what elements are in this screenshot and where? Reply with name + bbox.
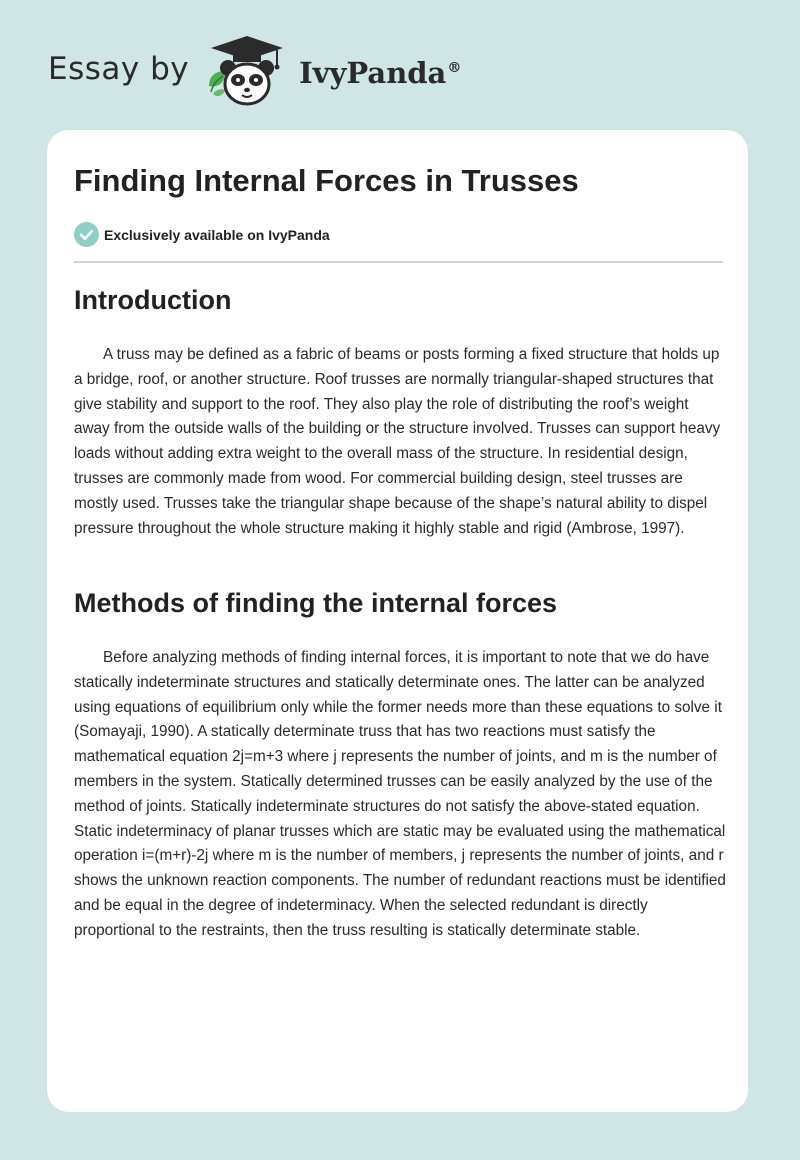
- brand-name[interactable]: IvyPanda®: [299, 56, 462, 90]
- check-circle-icon: [74, 222, 99, 247]
- paragraph-methods: Before analyzing methods of finding internal forces, it is important to note that we do have statically indeterminate structures and statically determinate ones. The latter can be analyzed using equations of equilibrium only while the former needs more than these equations to solve it (Somayaji, 1990). A statically determinate truss that has two reactions must satisfy the mathematical equation 2j=m+3 where j represents the number of joints, and m is the number of members in the system. Statically determined trusses can be easily analyzed by the use of the method of joints. Statically indeterminate structures do not satisfy the above-stated equation. Static indeterminacy of planar trusses which are static may be evaluated using the mathematical operation i=(m+r)-2j where m is the number of members, j represents the number of joints, and r shows the unknown reaction components. The number of redundant reactions must be identified and be equal in the degree of indeterminacy. When the selected redundant is directly proportional to the restraints, then the truss resulting is statically determinate stable.: [74, 649, 726, 939]
- section-heading-methods: Methods of finding the internal forces: [74, 588, 558, 618]
- badge-label: Exclusively available on IvyPanda: [104, 226, 330, 243]
- exclusive-badge: [74, 222, 330, 247]
- site-header: [48, 34, 461, 110]
- paragraph-introduction: A truss may be defined as a fabric of beams or posts forming a fixed structure that holds up a bridge, roof, or another structure. Roof trusses are normally triangular-shaped structures that give stability and support to the roof. They also play the role of distributing the roof’s weight away from the outside walls of the building or the structure involved. Trusses can support heavy loads without adding extra weight to the overall mass of the structure. In residential design, trusses are commonly made from wood. For commercial building design, steel trusses are mostly used. Trusses take the triangular shape because of the shape’s natural ability to dispel pressure throughout the whole structure making it highly stable and rigid (Ambrose, 1997).: [74, 346, 721, 537]
- essay-card: [47, 130, 748, 1112]
- registered-mark: ®: [447, 60, 462, 77]
- page-title: Finding Internal Forces in Trusses: [74, 163, 579, 198]
- section-heading-introduction: Introduction: [74, 285, 232, 315]
- essay-by-label: Essay by: [48, 51, 190, 87]
- divider: [74, 261, 723, 263]
- panda-graduate-logo-icon[interactable]: [203, 34, 291, 110]
